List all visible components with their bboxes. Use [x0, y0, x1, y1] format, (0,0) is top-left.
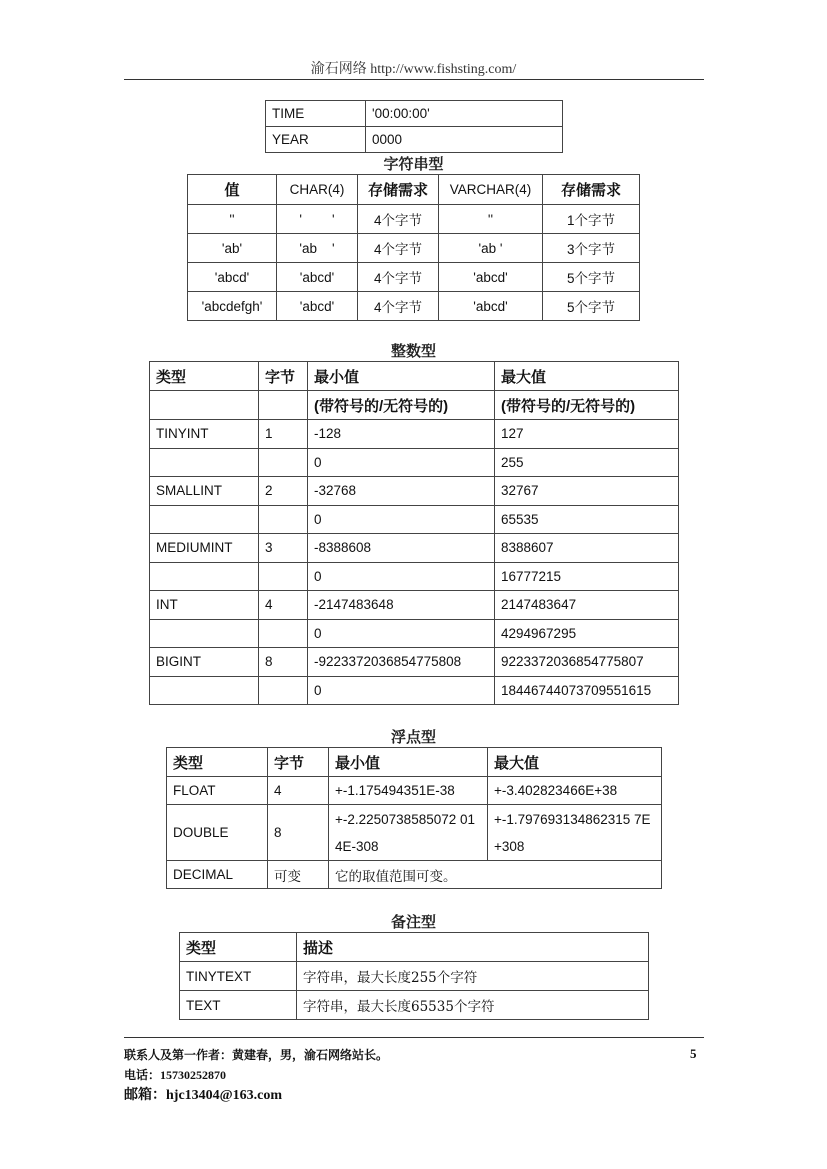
table-header-row — [167, 748, 662, 777]
table-cell: 4个字节 — [358, 205, 439, 234]
header-cell: 类型 — [150, 362, 259, 391]
table-row — [188, 205, 640, 234]
table-header-row — [180, 933, 649, 962]
table-cell: '' — [188, 205, 277, 234]
table-cell: +-1.797693134862315 7E+308 — [488, 805, 662, 861]
table-cell: -128 — [308, 420, 495, 449]
table-row — [167, 777, 662, 805]
table-cell: '' — [439, 205, 543, 234]
table-row — [188, 292, 640, 321]
table-cell: 5个字节 — [543, 263, 640, 292]
table-row — [150, 448, 679, 477]
table-row — [150, 477, 679, 506]
table-cell: -2147483648 — [308, 591, 495, 620]
table-row — [150, 591, 679, 620]
table-cell: 2147483647 — [495, 591, 679, 620]
table-cell: 18446744073709551615 — [495, 676, 679, 705]
table-cell: MEDIUMINT — [150, 534, 259, 563]
table-cell: 4 — [259, 591, 308, 620]
table-row — [188, 234, 640, 263]
table-cell: 4个字节 — [358, 263, 439, 292]
table-cell: 1个字节 — [543, 205, 640, 234]
table-cell: 2 — [259, 477, 308, 506]
float-caption: 浮点型 — [390, 729, 436, 746]
header-cell: 类型 — [167, 748, 268, 777]
table-cell: ' ' — [277, 205, 358, 234]
header-cell: 描述 — [297, 933, 649, 962]
header-cell: (带符号的/无符号的) — [495, 391, 679, 420]
header-cell: 类型 — [180, 933, 297, 962]
table-cell: -8388608 — [308, 534, 495, 563]
table-header-row — [150, 362, 679, 391]
table-subheader-row — [150, 391, 679, 420]
table-cell — [259, 448, 308, 477]
header-cell: 最小值 — [308, 362, 495, 391]
header-cell: (带符号的/无符号的) — [308, 391, 495, 420]
table-cell: 8 — [268, 805, 329, 861]
integer-table — [149, 361, 679, 705]
table-cell: 16777215 — [495, 562, 679, 591]
table-cell: 255 — [495, 448, 679, 477]
table-cell: INT — [150, 591, 259, 620]
table-cell: 0000 — [366, 127, 563, 153]
table-row — [150, 648, 679, 677]
table-cell: 它的取值范围可变。 — [329, 861, 662, 889]
text-table — [179, 932, 649, 1020]
table-cell: 可变 — [268, 861, 329, 889]
table-row — [188, 263, 640, 292]
table-cell: 8388607 — [495, 534, 679, 563]
table-cell: 8 — [259, 648, 308, 677]
table-cell: 'abcdefgh' — [188, 292, 277, 321]
table-cell: 0 — [308, 448, 495, 477]
table-cell: 3 — [259, 534, 308, 563]
footer-phone: 电话：15730252870 — [124, 1068, 227, 1082]
table-row — [150, 562, 679, 591]
header-cell: 最小值 — [329, 748, 488, 777]
table-row — [150, 505, 679, 534]
table-cell — [259, 562, 308, 591]
table-cell — [259, 676, 308, 705]
footer-rule — [124, 1037, 704, 1038]
table-cell: 127 — [495, 420, 679, 449]
table-cell: DECIMAL — [167, 861, 268, 889]
table-cell: 4 — [268, 777, 329, 805]
table-cell: 'ab ' — [439, 234, 543, 263]
table-cell: 'abcd' — [439, 292, 543, 321]
table-row — [180, 991, 649, 1020]
table-cell: 0 — [308, 676, 495, 705]
table-cell: 字符串，最大长度65535个字符 — [297, 991, 649, 1020]
header-cell: CHAR(4) — [277, 175, 358, 205]
table-cell: 'ab ' — [277, 234, 358, 263]
integer-caption: 整数型 — [390, 343, 436, 360]
table-cell: 'abcd' — [188, 263, 277, 292]
table-header-row — [188, 175, 640, 205]
header-cell — [259, 391, 308, 420]
table-row — [150, 619, 679, 648]
table-cell: 'abcd' — [277, 263, 358, 292]
table-cell: TINYTEXT — [180, 962, 297, 991]
table-cell — [259, 619, 308, 648]
header-cell: 最大值 — [495, 362, 679, 391]
table-cell: TIME — [266, 101, 366, 127]
header-cell: 值 — [188, 175, 277, 205]
table-cell: 3个字节 — [543, 234, 640, 263]
table-cell: TINYINT — [150, 420, 259, 449]
table-row — [167, 805, 662, 861]
table-cell: FLOAT — [167, 777, 268, 805]
page-number: 5 — [690, 1046, 697, 1061]
table-row — [150, 534, 679, 563]
string-caption: 字符串型 — [383, 156, 444, 173]
header-cell: 字节 — [268, 748, 329, 777]
header-cell: 字节 — [259, 362, 308, 391]
table-cell: 0 — [308, 505, 495, 534]
table-cell: 65535 — [495, 505, 679, 534]
float-table — [166, 747, 662, 889]
table-cell: TEXT — [180, 991, 297, 1020]
table-cell — [150, 448, 259, 477]
table-cell — [150, 562, 259, 591]
table-cell: 4294967295 — [495, 619, 679, 648]
table-cell: +-3.402823466E+38 — [488, 777, 662, 805]
string-table — [187, 174, 640, 321]
table-cell: '00:00:00' — [366, 101, 563, 127]
header-cell — [150, 391, 259, 420]
footer-contact: 联系人及第一作者：黄建春，男，渝石网络站长。 — [124, 1048, 389, 1062]
table-cell — [150, 676, 259, 705]
table-row — [150, 420, 679, 449]
header-cell: 最大值 — [488, 748, 662, 777]
table-cell — [150, 619, 259, 648]
table-cell: 0 — [308, 619, 495, 648]
table-row — [266, 101, 563, 127]
table-cell: 5个字节 — [543, 292, 640, 321]
page-header: 渝石网络 http://www.fishsting.com/ — [310, 62, 517, 77]
header-rule — [124, 79, 704, 80]
table-cell: DOUBLE — [167, 805, 268, 861]
table-row — [266, 127, 563, 153]
header-cell: VARCHAR(4) — [439, 175, 543, 205]
table-cell — [259, 505, 308, 534]
table-cell: -32768 — [308, 477, 495, 506]
time-year-table — [265, 100, 563, 153]
text-caption: 备注型 — [390, 914, 436, 931]
table-cell: 字符串，最大长度255个字符 — [297, 962, 649, 991]
table-cell: 4个字节 — [358, 292, 439, 321]
table-cell: 'abcd' — [439, 263, 543, 292]
table-cell: BIGINT — [150, 648, 259, 677]
table-cell: YEAR — [266, 127, 366, 153]
table-cell: -9223372036854775808 — [308, 648, 495, 677]
table-cell: +-2.2250738585072 014E-308 — [329, 805, 488, 861]
table-cell: 'ab' — [188, 234, 277, 263]
table-cell — [150, 505, 259, 534]
header-cell: 存储需求 — [358, 175, 439, 205]
table-cell: +-1.175494351E-38 — [329, 777, 488, 805]
table-cell: 4个字节 — [358, 234, 439, 263]
table-cell: 'abcd' — [277, 292, 358, 321]
table-cell: SMALLINT — [150, 477, 259, 506]
table-row — [167, 861, 662, 889]
header-cell: 存储需求 — [543, 175, 640, 205]
table-cell: 9223372036854775807 — [495, 648, 679, 677]
footer-email: 邮箱：hjc13404@163.com — [124, 1088, 283, 1103]
table-cell: 32767 — [495, 477, 679, 506]
table-row — [150, 676, 679, 705]
table-cell: 0 — [308, 562, 495, 591]
table-row — [180, 962, 649, 991]
table-cell: 1 — [259, 420, 308, 449]
